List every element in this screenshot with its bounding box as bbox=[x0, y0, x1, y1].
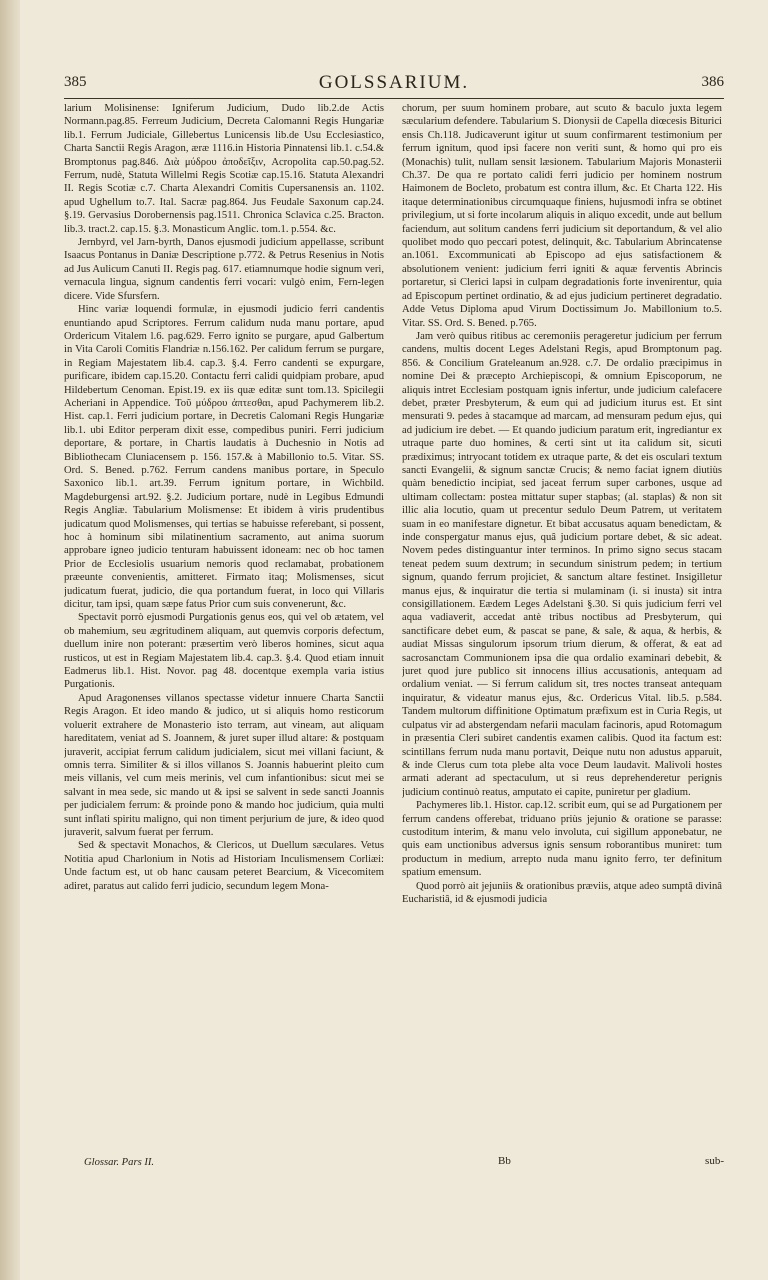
right-paragraph-4: Quod porrò ait jejuniis & orationibus præviis, atque adeo sumptâ divinâ Eucharistiâ, id & ejusmodi judicia bbox=[402, 880, 722, 905]
book-gutter bbox=[0, 0, 22, 1280]
left-paragraph-4: Spectavit porrò ejusmodi Purgationis genus eos, qui vel ob ætatem, vel ob mahemium, seu ægritudinem aliquam, aut quemvis corporis defectum, duellum inire non poterant: præsertim verò liberos homines, sicut aqua rusticos, ut est in Regiam Majestatem lib.4. cap.3. §.4. Quod etiam innuit Eadmerus lib.1. Hist. Novor. pag 48. docentque exempla varia istius Purgationis. bbox=[64, 612, 384, 691]
running-title: GOLSSARIUM. bbox=[318, 72, 470, 93]
right-paragraph-2: Jam verò quibus ritibus ac ceremoniis perageretur judicium per ferrum candens, multis docent Leges Adelstani Regis, apud Bromptonum pag. 856. & Concilium Grateleanum an.928. c.7. De ordalio præcipimus in nomine Dei & præcepto Archiepiscopi, & omnium Episcoporum, ne aliquis intret Ecclesiam postquam ignis infertur, unde judicium calefacere debet, præter Presbyterum, & eum qui ad judicium iturus est. Et sint mensurati 9. pedes à stacamque ad marcam, ad mensuram pedum ejus, qui ad judicium ire debet. — Et quando judicium paratum erit, ingrediantur ex utraque parte duo homines, & certi sint ut ita calidum sit, sicuti prædiximus; intryocant totidem ex utraque parte, & det eis osculari textum sancti Evangelii, & signum sanctæ Crucis; & nemo faciat ignem diutiùs quàm benedictio incipiat, sed jaceat ferrum super carbones, usque ad ultimam collectam: postea mittatur super stapbas; (al. staplas) & non sit illic alia locutio, quam ut precentur sedulo Deum Patrem, ut veritatem suam in eo manifestare dignetur. Et bibat accusatus aquam benedictam, & inde conspergatur manus ejus, quâ judicium portare debet, & sic adeat. Novem pedes distinguantur inter terminos. In primo signo secus stacam teneat pedem suum dextrum; in secundum sinistrum pedem; in tertium signum, quando ferrum projiciet, & sanctum altare festinet. Insigilletur manus ejus, & inquiratur die tertia si mulaminam (i. si inusta) sit intra consigillationem. Eædem Leges Adelstani §.30. Si quis judicium ferri vel aqua vadiaverit, accedat antè tribus noctibus ad Presbyterum, qui sanctificare debet eum, & pascat se pane, & sale, & aqua, & herbis, & audiat Missas singulorum ipsorum trium dierum, & offerat, & eat ad sacrosanctam Communionem ipsa die qua ordalio examinari debebit, & juret quod jure publico sit innocens illius accusationis, antequam ad ordalium veniat. — Si ferrum calidum sit, tres noctes transeat antequam inquiratur, & videatur manus ejus, &c. Ordericus Vital. lib.5. p.584. Tandem multorum diffinitione Optimatum præfixum est in Curia Regis, ut culpatus vir ad abstergendam nefarii maculam facinoris, apud Rotomagum in præsentia Cleri subiret candentis examen calibis. Quod ita factum est: scintillans ferrum nuda manu portavit, Deique nutu non adustus apparuit, & inde Clerus cum tota plebe alta voce Deum laudavit. Malivoli hostes armati aderant ad spectaculum, ut si reus deprehenderetur perignis judicium continuò reatus, amputato ei capite, puniretur per gladium. bbox=[402, 330, 722, 798]
signature-mark: Bb bbox=[498, 1155, 511, 1167]
left-paragraph-3: Hinc variæ loquendi formulæ, in ejusmodi judicio ferri candentis enuntiando apud Scriptores. Ferrum calidum nuda manu portare, apud Ordericum Vitalem l.6. pag.629. Ferro ignito se purgare, apud Galbertum in Vita Caroli Comitis Flandriæ n.156.162. Per calidum ferrum se purgare, in Regiam Majestatem lib.4. cap.3. §.4. Ferro candenti se expurgare, purificare, ibidem cap.15.20. Contactu ferri calidi quidpiam probare, apud Hildebertum Cenoman. Epist.19. ex iis quæ editæ sunt tom.13. Spicilegii Acheriani in Appendice. Τοῦ μύδρου ἀπτεσθαι, apud Pachymerem lib.2. Hist. cap.1. Ferri judicium portare, in Decretis Calomani Regis Hungariæ lib.1. ubi Editor perperam dixit esse, compedibus puniri. Ferri judicium deportare, & portare, in Chartis laudatis à Duchesnio in Notis ad Bibliothecam Cluniacensem p. 156. 157.& à Mabillonio to.5. Vitar. SS. Ord. S. Bened. p.762. Ferrum candens manibus portare, in Speculo Saxonico lib.1. art.39. Ferrum ignitum portare, in Wichbild. Magdeburgensi art.92. §.2. Judicium portare, nudè in Legibus Edmundi Regis Angliæ. Tabularium Molismense: Et ibidem à viris prudentibus judicatum quod Molismenses, qui tertias se habuisse referebant, si possent, hoc à hominum sibi milatinentium sacramento, aut anima suorum approbare igneo judicio tenturam habuissent idoneam: nec ob hoc tamen Prior de Ecclesiolis usuarium nemoris quod reclamabat, probationem præeunte convenientis, amitteret. Firmato itaq; Molismenses, sicut judicatum fuerat, judicio, die qua portandum fuerat, in loco qui Villaris dicitur, tam ipsi, quam sæpe fatus Prior cum suis convenerunt, &c. bbox=[64, 304, 384, 611]
left-column bbox=[64, 102, 384, 1182]
catchword: sub- bbox=[705, 1155, 724, 1167]
right-column bbox=[402, 102, 722, 1182]
left-paragraph-2: Jernbyrd, vel Jarn-byrth, Danos ejusmodi judicium appellasse, scribunt Isaacus Pontanus in Daniæ Descriptione p.772. & Petrus Resenius in Notis ad Jus Aulicum Canuti II. Regis pag. 617. etiamnumque hodie signum veri, vernacula lingua, signum candentis ferri vocari: vulgò enim, Fern-legen dicere. Vide Sfursfern. bbox=[64, 237, 384, 302]
right-paragraph-1: chorum, per suum hominem probare, aut scuto & baculo juxta legem sæcularium defendere. Tabularium S. Dionysii de Capella diœcesis Biturici ensis Ch.118. Judicaverunt igitur ut suum confirmarent testimonium per ferrum ignitum, quod ipsi facere non veriti sunt, & homo qui pro eis (Monachis) tulit, nullam sensit læsionem. Tabularium Majoris Monasterii Ch.37. De qua re portato calidi ferri judicio per hominem nostrum Haimonem de Bocleto, probatum est contra illum, &c. Et Charta 122. His itaque determinationibus circumquaque finiens, hujusmodi infra se obtinet privilegium, ut si forte incolarum aliquis in aliquo excedit, unde aut bellum faciendum, aut solitum candens ferri judicium sit deportandum, & vel alio quolibet modo quo peccari potest, delinquit, &c. Tabularium Abrincatense an.1061. Excommunicati ab Episcopo ad ejus satisfactionem & absolutionem venient: judicium ferri igniti & aquæ ferventis Abrincis portaretur, si Clerici lapsi in culpam degradationis forte invenirentur, quia ad Episcopum pertinet ordinatio, & ad ejus judicium pertineret degradatio. Adde Vetus Diploma apud Virum Doctissimum Jo. Mabillonium to.5. Vitar. SS. Ord. S. Bened. p.765. bbox=[402, 103, 722, 329]
left-paragraph-5: Apud Aragonenses villanos spectasse videtur innuere Charta Sanctii Regis Aragon. Et ideo mando & judico, ut si aliquis homo resticorum voluerit extrahere de Monasterio isto terram, aut vineam, aut aliquam hareditatem, veniat ad S. Joannem, & juret super illud altare: & postquam juraverit, accipiat ferrum calidum judicialem, sicut mei villani faciunt, & omnis terra. Similiter & si illos villanos S. Joannis habuerint pleito cum meis villanis, vel cum meis merinis, vel cum infantionibus: sicut mei se salvant in mea sede, sic mando ut & ipsi se salvent in sede sancti Joannis per judicialem ferrum: & proinde pono & mando hoc judicium, quia multi sunt inflati spiritu maligno, qui non timent perjurium de jure, & ideo quod juraverit, salvum fuerat per ferrum. bbox=[64, 692, 384, 838]
running-header bbox=[64, 72, 724, 99]
left-paragraph-6: Sed & spectavit Monachos, & Clericos, ut Duellum sæculares. Vetus Notitia apud Charlonium in Notis ad Historiam Inculismensem Corliæi: Unde factum est, ut ob hanc causam peteret Bearcium, & Vicecomitem adiret, paratus aut calido ferri judicio, secundum legem Mona- bbox=[64, 840, 384, 892]
footer-volume-note: Glossar. Pars II. bbox=[84, 1157, 155, 1168]
left-page-number: 385 bbox=[64, 74, 87, 90]
left-paragraph-1: larium Molisinense: Igniferum Judicium, Dudo lib.2.de Actis Normann.pag.85. Ferreum Judicium, Decreta Calomanni Regis Hungariæ lib.1. Ferrum Judiciale, Gillebertus Lunicensis lib.de Usu Ecclesiastico, Charta Sanctii Regis Aragon, æræ 1116.in Historia Pinnatensi lib.1. c.54.& Bromptonus pag.846. Διὰ μύδρου ἀποδεῖξιν, Acropolita cap.50.pag.52. Ferrum, nudè, Statuta Willelmi Regis Scotiæ cap.15.16. Statuta Alexandri II. Regis Scotiæ c.7. Charta Alexandri Comitis Cupersanensis an. 1102. apud Ughellum to.7. Ital. Sacræ pag.864. Jus Feudale Saxonum cap.24. §.19. Gervasius Dorobernensis pag.1511. Chronica Sclavica c.25. Bracton. lib.3. tract.2. cap.15. §.3. Monasticum Anglic. tom.1. p.554. &c. bbox=[64, 103, 384, 235]
right-page-number: 386 bbox=[701, 74, 724, 90]
right-paragraph-3: Pachymeres lib.1. Histor. cap.12. scribit eum, qui se ad Purgationem per ferrum candens offerebat, triduano priùs jejunio & oratione se parasse: custoditum interim, & manu velo involuta, cui sigillum apponebatur, ne quis eam unctionibus adversus ignis sensum roborantibus muniret: tum productum in medium, arrepto nuda manu ignito ferro, ter definitum spatium emensum. bbox=[402, 800, 722, 879]
